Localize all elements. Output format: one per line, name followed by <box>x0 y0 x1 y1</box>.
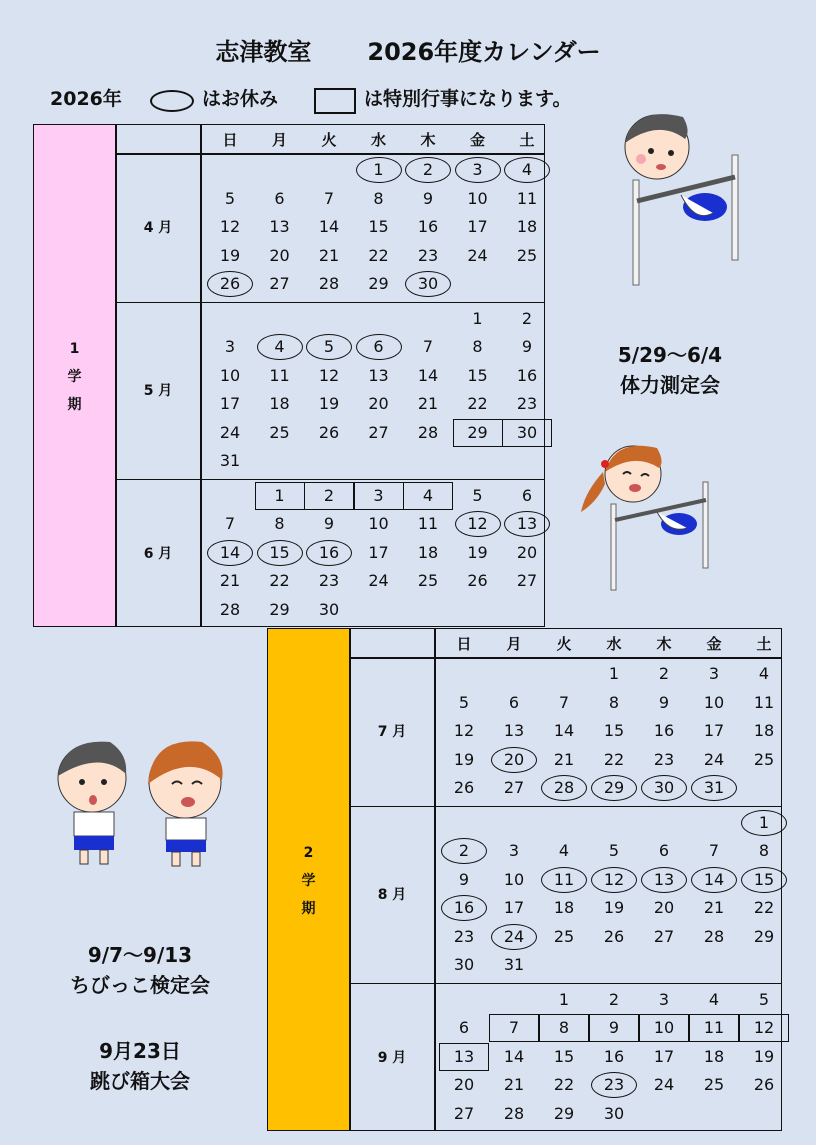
day-cell: 25 <box>269 422 290 442</box>
day-cell: 25 <box>553 926 575 946</box>
day-cell: 15 <box>368 217 389 236</box>
day-cell: 11 <box>516 188 538 208</box>
day-cell: 4 <box>521 160 533 179</box>
day-cell: 5 <box>224 188 236 208</box>
day-cell: 20 <box>453 1075 475 1094</box>
day-cell: 10 <box>368 514 389 533</box>
day-cell: 1 <box>472 308 483 328</box>
day-cell: 1 <box>373 160 384 179</box>
day-cell: 2 <box>658 664 670 683</box>
day-cell: 3 <box>472 160 483 179</box>
month-divider <box>350 657 782 659</box>
weekday-header: 金 <box>706 635 722 653</box>
day-cell: 18 <box>417 542 439 562</box>
day-cell: 25 <box>753 749 775 769</box>
day-cell: 3 <box>508 841 520 860</box>
day-cell: 24 <box>467 245 488 265</box>
month-column-divider <box>200 124 202 627</box>
month-divider <box>350 983 782 985</box>
day-cell: 21 <box>318 245 340 265</box>
day-cell: 15 <box>603 721 625 740</box>
term-label-char: 期 <box>301 900 316 917</box>
day-cell: 1 <box>274 485 285 505</box>
day-cell: 23 <box>603 1075 625 1094</box>
day-cell: 13 <box>503 721 525 740</box>
day-cell: 14 <box>553 721 575 740</box>
day-cell: 28 <box>318 274 340 293</box>
day-cell: 16 <box>453 898 475 917</box>
legend-year: 2026年 <box>50 88 122 110</box>
day-cell: 20 <box>516 542 538 562</box>
day-cell: 24 <box>703 749 725 769</box>
month-column-divider <box>434 628 436 1131</box>
day-cell: 1 <box>558 989 570 1009</box>
day-cell: 17 <box>503 898 525 917</box>
weekday-header: 木 <box>420 131 436 149</box>
month-label: 5 月 <box>143 383 173 399</box>
day-cell: 17 <box>653 1046 675 1066</box>
day-cell: 3 <box>658 989 670 1009</box>
day-cell: 28 <box>503 1103 525 1123</box>
day-cell: 11 <box>703 1018 725 1037</box>
day-cell: 9 <box>422 188 434 208</box>
weekday-header: 日 <box>456 635 472 653</box>
day-cell: 31 <box>503 955 525 974</box>
day-cell: 15 <box>269 542 290 562</box>
day-cell: 6 <box>458 1018 470 1037</box>
day-cell: 19 <box>318 394 340 413</box>
month-label: 4 月 <box>143 220 173 237</box>
day-cell: 11 <box>269 365 290 385</box>
day-cell: 12 <box>453 721 475 740</box>
day-cell: 24 <box>368 571 389 590</box>
day-cell: 19 <box>753 1046 775 1066</box>
day-cell: 29 <box>368 274 389 293</box>
legend-event-text: は特別行事になります。 <box>364 88 572 110</box>
kids-exam-note <box>30 940 250 1000</box>
day-cell: 16 <box>318 542 340 562</box>
day-cell: 16 <box>603 1046 625 1066</box>
day-cell: 13 <box>516 514 538 533</box>
day-cell: 14 <box>219 542 241 562</box>
day-cell: 27 <box>653 926 675 946</box>
day-cell: 12 <box>318 365 340 385</box>
kids-exam-name: ちびっこ検定会 <box>70 973 210 997</box>
day-cell: 17 <box>219 394 241 413</box>
day-cell: 17 <box>467 217 488 236</box>
day-cell: 19 <box>219 245 241 265</box>
day-cell: 29 <box>603 778 625 797</box>
day-cell: 11 <box>553 869 575 889</box>
day-cell: 12 <box>603 869 625 889</box>
day-cell: 7 <box>508 1018 520 1037</box>
day-cell: 30 <box>453 955 475 974</box>
day-cell: 18 <box>269 394 290 413</box>
day-cell: 6 <box>274 188 285 208</box>
day-cell: 26 <box>467 571 488 590</box>
day-cell: 18 <box>753 721 775 740</box>
day-cell: 15 <box>753 869 775 889</box>
day-cell: 2 <box>458 841 470 860</box>
day-cell: 27 <box>503 778 525 797</box>
day-cell: 10 <box>219 365 241 385</box>
day-cell: 13 <box>453 1046 475 1066</box>
day-cell: 17 <box>368 542 389 562</box>
day-cell: 11 <box>753 692 775 712</box>
day-cell: 21 <box>553 749 575 769</box>
day-cell: 22 <box>603 749 625 769</box>
day-cell: 8 <box>373 188 384 208</box>
day-cell: 2 <box>422 160 434 179</box>
day-cell: 28 <box>417 422 439 442</box>
day-cell: 3 <box>708 664 720 683</box>
day-cell: 13 <box>653 869 675 889</box>
term-label-band <box>33 124 116 627</box>
day-cell: 8 <box>758 841 770 860</box>
day-cell: 6 <box>521 485 533 505</box>
month-divider <box>116 153 545 155</box>
day-cell: 3 <box>224 337 236 356</box>
day-cell: 4 <box>274 337 285 356</box>
day-cell: 26 <box>603 926 625 946</box>
day-cell: 20 <box>269 245 290 265</box>
term-label-char: 学 <box>67 368 82 385</box>
day-cell: 25 <box>703 1075 725 1094</box>
day-cell: 28 <box>219 599 241 619</box>
weekday-header: 月 <box>271 131 287 149</box>
day-cell: 16 <box>417 217 439 236</box>
day-cell: 28 <box>553 778 575 797</box>
day-cell: 19 <box>453 749 475 769</box>
day-cell: 4 <box>422 485 434 505</box>
day-cell: 21 <box>417 394 439 413</box>
holiday-oval-icon <box>150 90 194 112</box>
vaulting-box-name: 跳び箱大会 <box>90 1069 190 1093</box>
day-cell: 24 <box>653 1075 675 1094</box>
day-cell: 13 <box>269 217 290 236</box>
day-cell: 2 <box>608 989 620 1009</box>
vaulting-box-date: 9月23日 <box>99 1039 181 1063</box>
weekday-header: 月 <box>506 635 522 653</box>
term-2-calendar <box>267 628 782 1131</box>
day-cell: 13 <box>368 365 389 385</box>
day-cell: 14 <box>318 217 340 236</box>
day-cell: 22 <box>269 571 290 590</box>
day-cell: 31 <box>703 778 725 797</box>
day-cell: 6 <box>373 337 384 356</box>
day-cell: 30 <box>603 1103 625 1123</box>
fitness-test-dates: 5/29～6/4 <box>617 343 723 367</box>
day-cell: 30 <box>653 778 675 797</box>
term-label-char: 期 <box>67 396 82 413</box>
day-cell: 7 <box>422 337 434 356</box>
month-divider <box>350 806 782 808</box>
kids-exam-dates: 9/7～9/13 <box>87 943 193 967</box>
day-cell: 8 <box>472 337 483 356</box>
day-cell: 18 <box>553 898 575 917</box>
term-label-char: 学 <box>301 872 316 889</box>
day-cell: 9 <box>323 514 335 533</box>
weekday-header: 火 <box>556 635 572 653</box>
day-cell: 12 <box>219 217 241 236</box>
day-cell: 21 <box>219 571 241 590</box>
event-box-icon <box>314 88 356 114</box>
page-title <box>0 32 816 67</box>
girl-on-bar-illustration <box>575 432 720 592</box>
day-cell: 27 <box>516 571 538 590</box>
day-cell: 7 <box>323 188 335 208</box>
boy-on-bar-illustration <box>595 95 755 290</box>
day-cell: 27 <box>269 274 290 293</box>
day-cell: 19 <box>467 542 488 562</box>
day-cell: 2 <box>521 308 533 328</box>
day-cell: 1 <box>758 812 770 832</box>
month-label: 6 月 <box>143 545 173 562</box>
day-cell: 14 <box>417 365 439 385</box>
day-cell: 14 <box>503 1046 525 1066</box>
day-cell: 23 <box>516 394 538 413</box>
day-cell: 8 <box>274 514 285 533</box>
term-label-char: 1 <box>69 340 80 357</box>
day-cell: 22 <box>368 245 389 265</box>
day-cell: 2 <box>323 485 335 505</box>
day-cell: 1 <box>608 664 620 683</box>
month-label: 8 月 <box>377 887 407 903</box>
legend-holiday-text: はお休み <box>202 88 279 110</box>
day-cell: 22 <box>553 1075 575 1094</box>
day-cell: 10 <box>653 1018 675 1037</box>
day-cell: 23 <box>417 245 439 265</box>
weekday-header: 金 <box>469 131 485 149</box>
day-cell: 9 <box>458 869 470 889</box>
day-cell: 29 <box>467 422 488 442</box>
day-cell: 31 <box>219 451 241 470</box>
weekday-header: 土 <box>756 635 772 653</box>
day-cell: 4 <box>758 664 770 683</box>
day-cell: 3 <box>373 485 384 505</box>
day-cell: 5 <box>758 989 770 1009</box>
day-cell: 7 <box>558 692 570 712</box>
weekday-header: 水 <box>370 131 386 149</box>
day-cell: 21 <box>703 898 725 917</box>
day-cell: 21 <box>503 1075 525 1094</box>
weekday-header: 日 <box>222 131 238 149</box>
day-cell: 5 <box>608 841 620 860</box>
day-cell: 10 <box>503 869 525 889</box>
day-cell: 22 <box>753 898 775 917</box>
day-cell: 5 <box>458 692 470 712</box>
title-school: 志津教室 <box>215 38 312 66</box>
day-cell: 15 <box>553 1046 575 1066</box>
day-cell: 17 <box>703 721 725 740</box>
day-cell: 11 <box>417 514 439 533</box>
day-cell: 23 <box>453 926 475 946</box>
day-cell: 24 <box>219 422 241 442</box>
day-cell: 26 <box>453 778 475 797</box>
fitness-test-note <box>570 340 770 400</box>
day-cell: 26 <box>318 422 340 442</box>
day-cell: 7 <box>224 514 236 533</box>
weekday-header: 水 <box>606 635 622 653</box>
day-cell: 6 <box>508 692 520 712</box>
day-cell: 12 <box>467 514 488 533</box>
day-cell: 20 <box>503 749 525 769</box>
day-cell: 14 <box>703 869 725 889</box>
day-cell: 28 <box>703 926 725 946</box>
day-cell: 9 <box>658 692 670 712</box>
day-cell: 24 <box>503 926 525 946</box>
day-cell: 8 <box>558 1018 570 1037</box>
day-cell: 25 <box>516 245 538 265</box>
day-cell: 7 <box>708 841 720 860</box>
day-cell: 25 <box>417 571 439 590</box>
day-cell: 19 <box>603 898 625 917</box>
day-cell: 10 <box>703 692 725 712</box>
term-1-calendar <box>33 124 545 627</box>
day-cell: 4 <box>558 841 570 860</box>
day-cell: 16 <box>653 721 675 740</box>
title-calendar: 2026年度カレンダー <box>367 38 601 66</box>
month-label: 7 月 <box>377 724 407 741</box>
day-cell: 5 <box>323 337 335 356</box>
day-cell: 27 <box>368 422 389 442</box>
day-cell: 26 <box>219 274 241 293</box>
vaulting-box-note <box>30 1036 250 1096</box>
term-label-band <box>267 628 350 1131</box>
day-cell: 23 <box>318 571 340 590</box>
month-divider <box>116 479 545 481</box>
day-cell: 5 <box>472 485 483 505</box>
weekday-header: 火 <box>321 131 337 149</box>
term-label-char: 2 <box>303 844 314 861</box>
day-cell: 9 <box>521 337 533 356</box>
day-cell: 20 <box>653 898 675 917</box>
day-cell: 10 <box>467 188 488 208</box>
day-cell: 23 <box>653 749 675 769</box>
day-cell: 6 <box>658 841 670 860</box>
day-cell: 29 <box>553 1103 575 1123</box>
day-cell: 30 <box>516 422 538 442</box>
day-cell: 20 <box>368 394 389 413</box>
fitness-test-name: 体力測定会 <box>620 373 720 397</box>
day-cell: 4 <box>708 989 720 1009</box>
day-cell: 15 <box>467 365 488 385</box>
day-cell: 18 <box>703 1046 725 1066</box>
day-cell: 26 <box>753 1075 775 1094</box>
day-cell: 12 <box>753 1018 775 1037</box>
month-label: 9 月 <box>377 1049 407 1066</box>
day-cell: 22 <box>467 394 488 413</box>
two-kids-illustration <box>30 730 245 870</box>
day-cell: 16 <box>516 365 538 385</box>
day-cell: 29 <box>753 926 775 946</box>
month-divider <box>116 302 545 304</box>
weekday-header: 土 <box>519 131 535 149</box>
day-cell: 30 <box>417 274 439 293</box>
day-cell: 8 <box>608 692 620 712</box>
day-cell: 18 <box>516 217 538 236</box>
day-cell: 9 <box>608 1018 620 1037</box>
day-cell: 29 <box>269 599 290 619</box>
day-cell: 27 <box>453 1103 475 1123</box>
weekday-header: 木 <box>656 635 672 653</box>
day-cell: 30 <box>318 599 340 619</box>
